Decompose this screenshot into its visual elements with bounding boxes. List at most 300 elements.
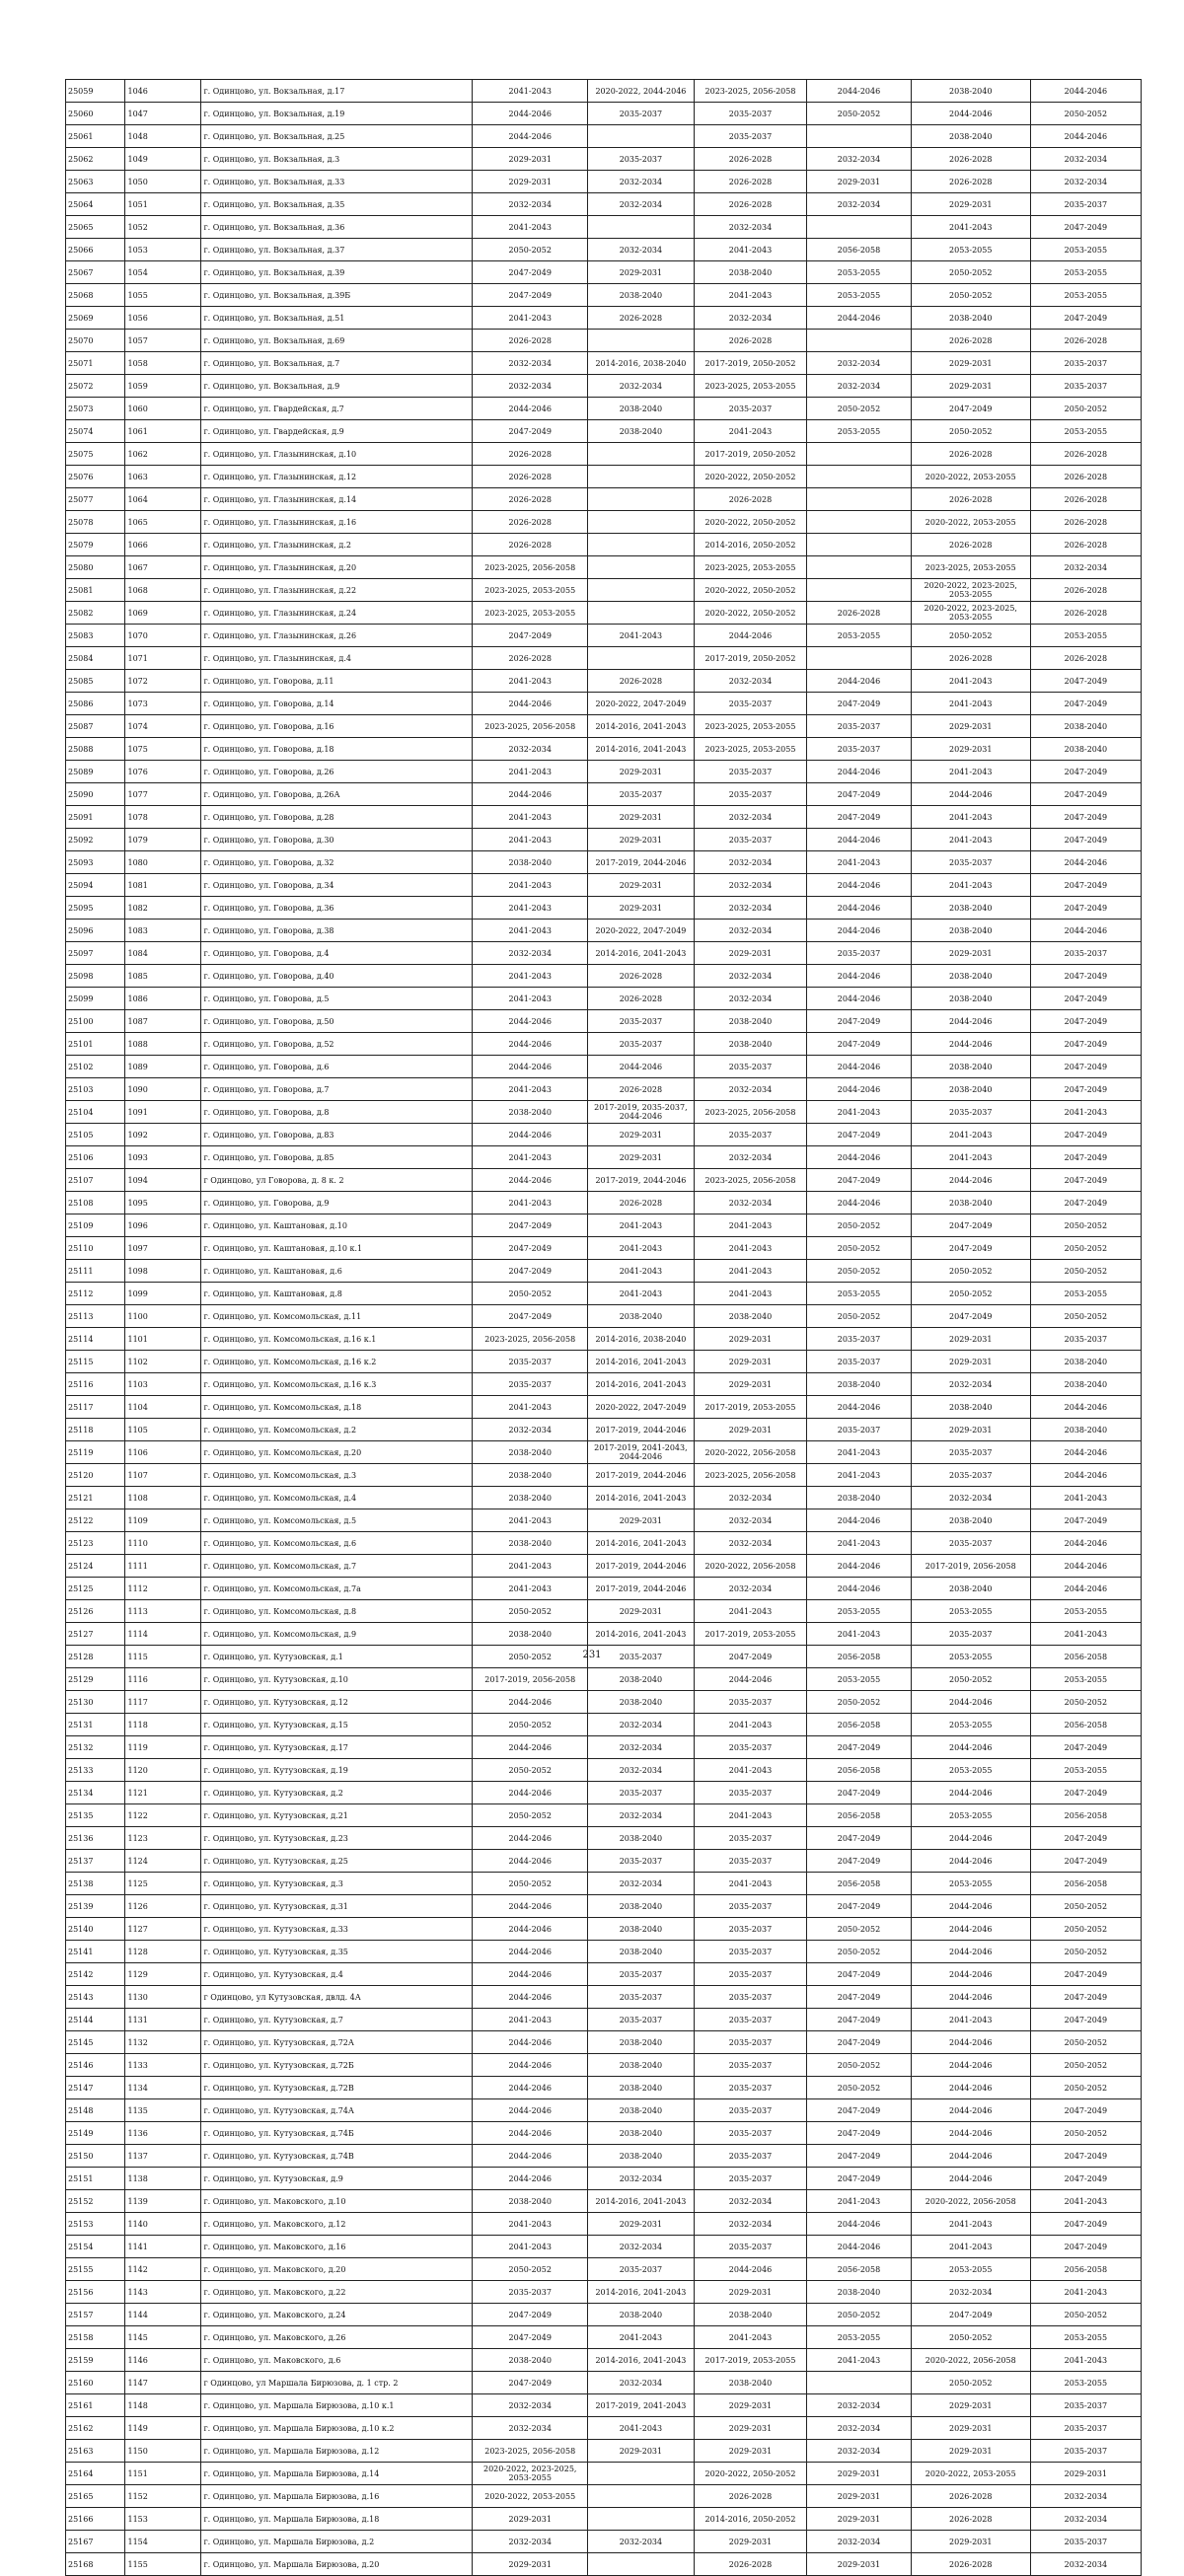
period-cell: 2029-2031 (911, 942, 1030, 965)
period-cell: 2032-2034 (807, 2394, 912, 2417)
period-cell: 2047-2049 (1030, 2213, 1141, 2236)
period-cell: 2032-2034 (694, 307, 806, 330)
row-number: 25111 (66, 1260, 125, 1283)
period-cell: 2020-2022, 2056-2058 (694, 1441, 806, 1464)
row-number: 25063 (66, 171, 125, 193)
period-cell: 2023-2025, 2053-2055 (694, 738, 806, 761)
row-number: 25159 (66, 2349, 125, 2372)
period-cell: 2029-2031 (473, 2553, 588, 2576)
table-row (66, 1714, 1142, 1736)
period-cell: 2053-2055 (911, 1714, 1030, 1736)
period-cell: 2056-2058 (807, 1873, 912, 1895)
period-cell: 2050-2052 (1030, 2122, 1141, 2145)
period-cell: 2035-2037 (911, 1464, 1030, 1487)
period-cell: 2029-2031 (588, 829, 695, 851)
period-cell: 2017-2019, 2053-2055 (694, 1623, 806, 1646)
period-cell: 2050-2052 (1030, 2304, 1141, 2326)
period-cell: 2044-2046 (473, 693, 588, 715)
period-cell: 2047-2049 (473, 1260, 588, 1283)
period-cell: 2032-2034 (694, 2190, 806, 2213)
period-cell: 2026-2028 (694, 2553, 806, 2576)
period-cell: 2044-2046 (807, 307, 912, 330)
period-cell: 2047-2049 (1030, 829, 1141, 851)
row-number: 25165 (66, 2485, 125, 2508)
period-cell: 2050-2052 (1030, 1305, 1141, 1328)
period-cell: 2023-2025, 2053-2055 (694, 556, 806, 579)
period-cell: 2041-2043 (473, 829, 588, 851)
period-cell: 2035-2037 (694, 1691, 806, 1714)
row-number: 25099 (66, 988, 125, 1010)
period-cell: 2032-2034 (588, 2236, 695, 2258)
period-cell: 2014-2016, 2041-2043 (588, 942, 695, 965)
period-cell: 2047-2049 (1030, 2145, 1141, 2168)
period-cell: 2044-2046 (473, 2031, 588, 2054)
table-row (66, 1600, 1142, 1623)
object-id: 1124 (125, 1850, 201, 1873)
period-cell: 2023-2025, 2053-2055 (694, 715, 806, 738)
row-number: 25143 (66, 1986, 125, 2009)
period-cell: 2050-2052 (1030, 1895, 1141, 1918)
period-cell: 2032-2034 (911, 1373, 1030, 1396)
period-cell: 2038-2040 (911, 897, 1030, 920)
object-id: 1112 (125, 1578, 201, 1600)
period-cell: 2044-2046 (473, 2054, 588, 2077)
period-cell: 2032-2034 (588, 1736, 695, 1759)
period-cell: 2029-2031 (911, 2417, 1030, 2440)
object-id: 1092 (125, 1124, 201, 1146)
period-cell: 2047-2049 (1030, 1010, 1141, 1033)
object-id: 1120 (125, 1759, 201, 1782)
period-cell: 2047-2049 (1030, 1033, 1141, 1056)
address-cell: г. Одинцово, ул. Вокзальная, д.7 (201, 352, 473, 375)
table-row (66, 2145, 1142, 2168)
period-cell: 2026-2028 (694, 330, 806, 352)
period-cell: 2029-2031 (588, 1124, 695, 1146)
address-cell: г. Одинцово, ул. Комсомольская, д.18 (201, 1396, 473, 1419)
object-id: 1152 (125, 2485, 201, 2508)
period-cell: 2044-2046 (911, 2031, 1030, 2054)
table-row (66, 2236, 1142, 2258)
object-id: 1146 (125, 2349, 201, 2372)
object-id: 1075 (125, 738, 201, 761)
period-cell: 2047-2049 (807, 1010, 912, 1033)
period-cell: 2050-2052 (1030, 2077, 1141, 2099)
period-cell: 2047-2049 (807, 806, 912, 829)
address-cell: г. Одинцово, ул. Говорова, д.11 (201, 670, 473, 693)
address-cell: г. Одинцово, ул. Говорова, д.36 (201, 897, 473, 920)
period-cell: 2035-2037 (1030, 352, 1141, 375)
period-cell: 2038-2040 (588, 1941, 695, 1963)
period-cell: 2032-2034 (911, 2281, 1030, 2304)
period-cell: 2038-2040 (694, 1010, 806, 1033)
period-cell: 2041-2043 (694, 1759, 806, 1782)
period-cell: 2029-2031 (694, 2281, 806, 2304)
period-cell: 2047-2049 (911, 2304, 1030, 2326)
period-cell: 2023-2025, 2053-2055 (473, 579, 588, 602)
period-cell: 2020-2022, 2023-2025, 2053-2055 (911, 579, 1030, 602)
period-cell: 2023-2025, 2056-2058 (694, 1101, 806, 1124)
address-cell: г. Одинцово, ул. Говорова, д.50 (201, 1010, 473, 1033)
period-cell: 2044-2046 (807, 965, 912, 988)
row-number: 25164 (66, 2463, 125, 2485)
object-id: 1086 (125, 988, 201, 1010)
address-cell: г. Одинцово, ул. Вокзальная, д.69 (201, 330, 473, 352)
object-id: 1068 (125, 579, 201, 602)
row-number: 25153 (66, 2213, 125, 2236)
address-cell: г. Одинцово, ул. Кутузовская, д.7 (201, 2009, 473, 2031)
table-row (66, 1941, 1142, 1963)
period-cell: 2047-2049 (473, 1237, 588, 1260)
table-row (66, 647, 1142, 670)
row-number: 25152 (66, 2190, 125, 2213)
address-cell: г. Одинцово, ул. Глазынинская, д.22 (201, 579, 473, 602)
period-cell: 2026-2028 (911, 171, 1030, 193)
object-id: 1091 (125, 1101, 201, 1124)
address-cell: г. Одинцово, ул. Говорова, д.32 (201, 851, 473, 874)
period-cell: 2029-2031 (911, 738, 1030, 761)
period-cell: 2044-2046 (473, 1895, 588, 1918)
object-id: 1064 (125, 488, 201, 511)
object-id: 1121 (125, 1782, 201, 1804)
period-cell: 2041-2043 (588, 1283, 695, 1305)
row-number: 25089 (66, 761, 125, 783)
period-cell: 2050-2052 (911, 1668, 1030, 1691)
period-cell: 2035-2037 (807, 942, 912, 965)
period-cell: 2047-2049 (911, 398, 1030, 420)
table-row (66, 1373, 1142, 1396)
period-cell: 2050-2052 (1030, 2031, 1141, 2054)
table-row (66, 2508, 1142, 2531)
row-number: 25090 (66, 783, 125, 806)
object-id: 1070 (125, 625, 201, 647)
row-number: 25064 (66, 193, 125, 216)
period-cell: 2047-2049 (1030, 2236, 1141, 2258)
table-row (66, 1963, 1142, 1986)
period-cell: 2044-2046 (911, 1736, 1030, 1759)
period-cell: 2029-2031 (911, 1351, 1030, 1373)
table-row (66, 330, 1142, 352)
period-cell: 2050-2052 (1030, 1260, 1141, 1283)
period-cell: 2044-2046 (911, 1941, 1030, 1963)
period-cell: 2023-2025, 2056-2058 (473, 2440, 588, 2463)
period-cell: 2038-2040 (473, 1464, 588, 1487)
address-cell: г. Одинцово, ул. Кутузовская, д.72В (201, 2077, 473, 2099)
period-cell: 2041-2043 (473, 988, 588, 1010)
period-cell: 2047-2049 (473, 261, 588, 284)
period-cell: 2038-2040 (588, 2122, 695, 2145)
period-cell: 2050-2052 (807, 1918, 912, 1941)
address-cell: г. Одинцово, ул. Комсомольская, д.7 (201, 1555, 473, 1578)
table-row (66, 307, 1142, 330)
period-cell: 2026-2028 (911, 534, 1030, 556)
address-cell: г. Одинцово, ул. Комсомольская, д.2 (201, 1419, 473, 1441)
object-id: 1061 (125, 420, 201, 443)
period-cell: 2035-2037 (807, 715, 912, 738)
period-cell: 2035-2037 (694, 125, 806, 148)
object-id: 1119 (125, 1736, 201, 1759)
period-cell: 2035-2037 (1030, 942, 1141, 965)
table-row (66, 1237, 1142, 1260)
object-id: 1140 (125, 2213, 201, 2236)
period-cell: 2032-2034 (473, 942, 588, 965)
period-cell: 2032-2034 (694, 1578, 806, 1600)
period-cell: 2029-2031 (911, 715, 1030, 738)
period-cell: 2035-2037 (694, 2077, 806, 2099)
period-cell: 2029-2031 (588, 874, 695, 897)
period-cell: 2038-2040 (588, 1668, 695, 1691)
address-cell: г. Одинцово, ул. Комсомольская, д.16 к.1 (201, 1328, 473, 1351)
period-cell: 2044-2046 (473, 1736, 588, 1759)
period-cell: 2035-2037 (694, 103, 806, 125)
period-cell: 2035-2037 (807, 1351, 912, 1373)
period-cell: 2017-2019, 2056-2058 (473, 1668, 588, 1691)
address-cell: г. Одинцово, ул. Маковского, д.26 (201, 2326, 473, 2349)
period-cell: 2041-2043 (911, 670, 1030, 693)
period-cell: 2041-2043 (588, 1214, 695, 1237)
row-number: 25098 (66, 965, 125, 988)
object-id: 1087 (125, 1010, 201, 1033)
period-cell: 2032-2034 (694, 670, 806, 693)
table-row (66, 1509, 1142, 1532)
table-row (66, 80, 1142, 103)
address-cell: г. Одинцово, ул. Маршала Бирюзова, д.18 (201, 2508, 473, 2531)
object-id: 1136 (125, 2122, 201, 2145)
period-cell: 2044-2046 (911, 103, 1030, 125)
period-cell: 2035-2037 (588, 1782, 695, 1804)
period-cell: 2050-2052 (807, 2054, 912, 2077)
period-cell: 2032-2034 (1030, 2485, 1141, 2508)
object-id: 1054 (125, 261, 201, 284)
period-cell: 2026-2028 (1030, 579, 1141, 602)
address-cell: г. Одинцово, ул. Вокзальная, д.33 (201, 171, 473, 193)
address-cell: г. Одинцово, ул. Говорова, д.16 (201, 715, 473, 738)
period-cell: 2035-2037 (911, 1101, 1030, 1124)
period-cell: 2053-2055 (807, 420, 912, 443)
table-row (66, 1056, 1142, 1078)
period-cell: 2014-2016, 2041-2043 (588, 1623, 695, 1646)
period-cell: 2044-2046 (911, 783, 1030, 806)
period-cell: 2029-2031 (588, 2440, 695, 2463)
period-cell: 2032-2034 (473, 2417, 588, 2440)
period-cell: 2053-2055 (911, 1759, 1030, 1782)
period-cell: 2038-2040 (1030, 738, 1141, 761)
period-cell: 2038-2040 (911, 1396, 1030, 1419)
address-cell: г. Одинцово, ул. Кутузовская, д.74А (201, 2099, 473, 2122)
period-cell: 2026-2028 (473, 466, 588, 488)
period-cell: 2044-2046 (911, 1895, 1030, 1918)
period-cell (588, 579, 695, 602)
period-cell: 2044-2046 (807, 1396, 912, 1419)
period-cell: 2044-2046 (1030, 1555, 1141, 1578)
row-number: 25123 (66, 1532, 125, 1555)
period-cell: 2047-2049 (807, 2145, 912, 2168)
row-number: 25156 (66, 2281, 125, 2304)
object-id: 1058 (125, 352, 201, 375)
object-id: 1063 (125, 466, 201, 488)
table-row (66, 602, 1142, 625)
period-cell: 2050-2052 (807, 2304, 912, 2326)
period-cell: 2044-2046 (473, 1963, 588, 1986)
period-cell: 2050-2052 (473, 2258, 588, 2281)
row-number: 25167 (66, 2531, 125, 2553)
period-cell: 2047-2049 (473, 625, 588, 647)
period-cell: 2038-2040 (911, 988, 1030, 1010)
period-cell: 2047-2049 (694, 1646, 806, 1668)
period-cell: 2023-2025, 2056-2058 (694, 1464, 806, 1487)
period-cell: 2035-2037 (588, 1646, 695, 1668)
address-cell: г. Одинцово, ул. Комсомольская, д.8 (201, 1600, 473, 1623)
object-id: 1047 (125, 103, 201, 125)
period-cell: 2026-2028 (1030, 647, 1141, 670)
period-cell: 2041-2043 (694, 1714, 806, 1736)
table-row (66, 715, 1142, 738)
period-cell: 2032-2034 (911, 1487, 1030, 1509)
period-cell: 2056-2058 (807, 1804, 912, 1827)
period-cell: 2047-2049 (807, 2122, 912, 2145)
period-cell: 2032-2034 (1030, 556, 1141, 579)
period-cell: 2038-2040 (588, 398, 695, 420)
table-row (66, 1782, 1142, 1804)
period-cell: 2050-2052 (807, 1941, 912, 1963)
row-number: 25103 (66, 1078, 125, 1101)
address-cell: г. Одинцово, ул. Кутузовская, д.3 (201, 1873, 473, 1895)
period-cell: 2053-2055 (1030, 1600, 1141, 1623)
period-cell: 2053-2055 (1030, 625, 1141, 647)
object-id: 1101 (125, 1328, 201, 1351)
period-cell: 2035-2037 (1030, 1328, 1141, 1351)
row-number: 25060 (66, 103, 125, 125)
address-cell: г. Одинцово, ул. Говорова, д.40 (201, 965, 473, 988)
row-number: 25116 (66, 1373, 125, 1396)
period-cell: 2032-2034 (473, 193, 588, 216)
period-cell: 2029-2031 (807, 2485, 912, 2508)
row-number: 25131 (66, 1714, 125, 1736)
address-cell: г. Одинцово, ул. Маршала Бирюзова, д.10 к.1 (201, 2394, 473, 2417)
period-cell: 2044-2046 (694, 625, 806, 647)
period-cell: 2050-2052 (807, 1260, 912, 1283)
period-cell: 2026-2028 (588, 1078, 695, 1101)
period-cell: 2041-2043 (694, 1283, 806, 1305)
period-cell: 2029-2031 (911, 2531, 1030, 2553)
period-cell: 2020-2022, 2050-2052 (694, 511, 806, 534)
address-cell: г. Одинцово, ул. Глазынинская, д.12 (201, 466, 473, 488)
period-cell: 2047-2049 (473, 1305, 588, 1328)
table-body (66, 80, 1142, 2576)
period-cell: 2038-2040 (911, 1509, 1030, 1532)
period-cell: 2044-2046 (1030, 125, 1141, 148)
period-cell: 2035-2037 (588, 1963, 695, 1986)
period-cell: 2023-2025, 2053-2055 (694, 375, 806, 398)
period-cell: 2047-2049 (1030, 1146, 1141, 1169)
row-number: 25144 (66, 2009, 125, 2031)
period-cell: 2050-2052 (473, 239, 588, 261)
period-cell: 2047-2049 (807, 1895, 912, 1918)
period-cell: 2026-2028 (1030, 534, 1141, 556)
table-row (66, 216, 1142, 239)
period-cell: 2047-2049 (1030, 1782, 1141, 1804)
object-id: 1108 (125, 1487, 201, 1509)
period-cell: 2038-2040 (694, 1305, 806, 1328)
period-cell: 2035-2037 (807, 1419, 912, 1441)
period-cell: 2041-2043 (1030, 2281, 1141, 2304)
period-cell: 2026-2028 (1030, 511, 1141, 534)
period-cell: 2044-2046 (1030, 1441, 1141, 1464)
period-cell: 2020-2022, 2050-2052 (694, 466, 806, 488)
address-cell: г. Одинцово, ул. Кутузовская, д.74В (201, 2145, 473, 2168)
period-cell: 2035-2037 (588, 2009, 695, 2031)
address-cell: г. Одинцово, ул. Кутузовская, д.74Б (201, 2122, 473, 2145)
period-cell: 2035-2037 (1030, 375, 1141, 398)
object-id: 1053 (125, 239, 201, 261)
period-cell: 2047-2049 (1030, 1078, 1141, 1101)
period-cell: 2041-2043 (1030, 1623, 1141, 1646)
period-cell: 2047-2049 (1030, 307, 1141, 330)
table-row (66, 443, 1142, 466)
period-cell: 2026-2028 (911, 488, 1030, 511)
period-cell: 2041-2043 (694, 1804, 806, 1827)
period-cell: 2047-2049 (1030, 806, 1141, 829)
period-cell: 2032-2034 (694, 216, 806, 239)
object-id: 1077 (125, 783, 201, 806)
period-cell: 2053-2055 (807, 261, 912, 284)
period-cell: 2029-2031 (588, 806, 695, 829)
period-cell: 2041-2043 (473, 920, 588, 942)
period-cell: 2050-2052 (1030, 1918, 1141, 1941)
period-cell: 2035-2037 (588, 1010, 695, 1033)
period-cell: 2044-2046 (1030, 80, 1141, 103)
row-number: 25086 (66, 693, 125, 715)
period-cell: 2044-2046 (807, 897, 912, 920)
period-cell: 2047-2049 (807, 2009, 912, 2031)
period-cell: 2032-2034 (588, 193, 695, 216)
object-id: 1132 (125, 2031, 201, 2054)
address-cell: г. Одинцово, ул. Вокзальная, д.19 (201, 103, 473, 125)
row-number: 25075 (66, 443, 125, 466)
period-cell: 2026-2028 (1030, 488, 1141, 511)
address-cell: г. Одинцово, ул. Вокзальная, д.3 (201, 148, 473, 171)
period-cell: 2038-2040 (694, 2372, 806, 2394)
object-id: 1103 (125, 1373, 201, 1396)
period-cell: 2044-2046 (911, 2168, 1030, 2190)
row-number: 25065 (66, 216, 125, 239)
object-id: 1113 (125, 1600, 201, 1623)
object-id: 1049 (125, 148, 201, 171)
row-number: 25094 (66, 874, 125, 897)
period-cell: 2032-2034 (807, 193, 912, 216)
page-number: 231 (582, 1650, 602, 1660)
period-cell: 2047-2049 (807, 1124, 912, 1146)
table-row (66, 2009, 1142, 2031)
period-cell: 2035-2037 (694, 1941, 806, 1963)
period-cell: 2032-2034 (694, 897, 806, 920)
period-cell (588, 647, 695, 670)
object-id: 1144 (125, 2304, 201, 2326)
period-cell: 2047-2049 (807, 2099, 912, 2122)
period-cell: 2032-2034 (807, 375, 912, 398)
row-number: 25079 (66, 534, 125, 556)
period-cell: 2026-2028 (473, 534, 588, 556)
period-cell: 2029-2031 (473, 171, 588, 193)
period-cell: 2044-2046 (807, 1555, 912, 1578)
period-cell: 2041-2043 (694, 1237, 806, 1260)
object-id: 1057 (125, 330, 201, 352)
object-id: 1099 (125, 1283, 201, 1305)
address-cell: г. Одинцово, ул. Говорова, д.30 (201, 829, 473, 851)
period-cell: 2032-2034 (807, 2417, 912, 2440)
table-row (66, 920, 1142, 942)
period-cell: 2032-2034 (694, 1509, 806, 1532)
period-cell: 2041-2043 (911, 216, 1030, 239)
